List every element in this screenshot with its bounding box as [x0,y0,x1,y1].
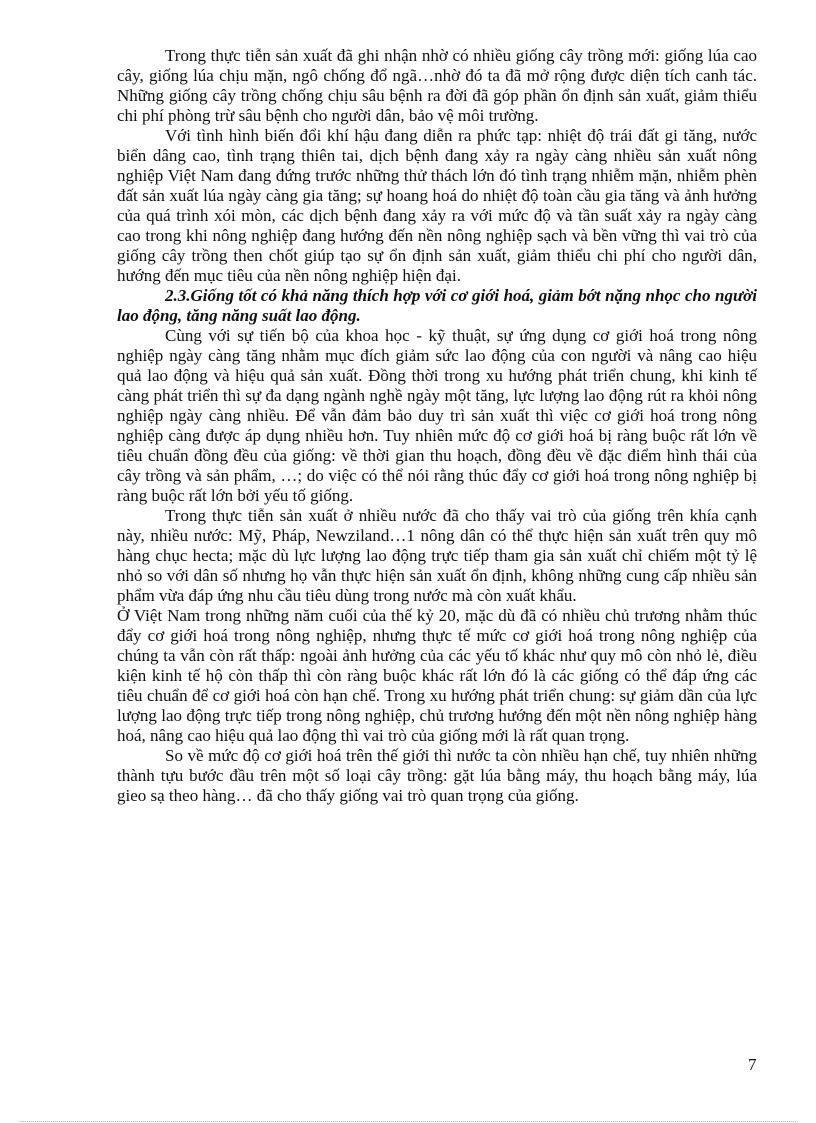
paragraph-new-varieties: Trong thực tiễn sản xuất đã ghi nhận nhờ có nhiều giống cây trồng mới: giống lúa cao cây, giống lúa chịu mặn, ngô chống đổ ngã…nhờ đó ta đã mở rộng được diện tích canh tác. Những giống cây trồng chống chịu sâu bệnh ra đời đã góp phần ổn định sản xuất, giảm thiểu chi phí phòng trừ sâu bệnh cho người dân, bảo vệ môi trường. [117,46,757,125]
paragraph-achievements: So về mức độ cơ giới hoá trên thế giới thì nước ta còn nhiều hạn chế, tuy nhiên những thành tựu bước đầu trên một số loại cây trồng: gặt lúa bằng máy, thu hoạch bằng máy, lúa gieo sạ theo hàng… đã cho thấy giống vai trò quan trọng của giống. [117,746,757,805]
paragraph-mechanization: Cùng với sự tiến bộ của khoa học - kỹ thuật, sự ứng dụng cơ giới hoá trong nông nghiệp ngày càng tăng nhằm mục đích giảm sức lao động của con người và nâng cao hiệu quả lao động và hiệu quả sản xuất. Đồng thời trong xu hướng phát triển chung, khi kinh tế càng phát triển thì sự đa dạng ngành nghề ngày một tăng, lực lượng lao động rút ra khỏi nông nghiệp ngày càng nhiều. Để vẫn đảm bảo duy trì sản xuất thì việc cơ giới hoá trong nông nghiệp càng được áp dụng nhiều hơn. Tuy nhiên mức độ cơ giới hoá bị ràng buộc rất lớn về tiêu chuẩn đồng đều của giống: về thời gian thu hoạch, đồng đều về đặc điểm hình thái của cây trồng và sản phẩm, …; do việc có thể nói rằng thúc đẩy cơ giới hoá trong nông nghiệp bị ràng buộc rất lớn bởi yếu tố giống. [117,326,757,505]
document-body [117,46,757,806]
paragraph-climate-change: Với tình hình biến đổi khí hậu đang diễn ra phức tạp: nhiệt độ trái đất gi tăng, nước biển dâng cao, tình trạng thiên tai, dịch bệnh đang xảy ra ngày càng nhiều sản xuất nông nghiệp Việt Nam đang đứng trước những thử thách lớn đó tình trạng nhiễm mặn, nhiễm phèn đất sản xuất lúa ngày càng gia tăng; sự hoang hoá do nhiệt độ toàn cầu gia tăng và ảnh hưởng của quá trình xói mòn, các dịch bệnh đang xảy ra với mức độ và tần suất xảy ra ngày càng cao trong khi nông nghiệp đang hướng đến nền nông nghiệp sạch và bền vững thì vai trò của giống cây trồng then chốt giúp tạo sự ổn định sản xuất, giảm thiểu chi phí cho người dân, hướng đến mục tiêu của nền nông nghiệp hiện đại. [117,126,757,285]
paragraph-foreign-practice: Trong thực tiễn sản xuất ở nhiều nước đã cho thấy vai trò của giống trên khía cạnh này, nhiều nước: Mỹ, Pháp, Newziland…1 nông dân có thể thực hiện sản xuất trên quy mô hàng chục hecta; mặc dù lực lượng lao động trực tiếp tham gia sản xuất chỉ chiếm một tỷ lệ nhỏ so với dân số nhưng họ vẫn thực hiện sản xuất ổn định, không những cung cấp nhiều sản phẩm vừa đáp ứng nhu cầu tiêu dùng trong nước mà còn xuất khẩu. [117,506,757,605]
footer-divider [20,1121,796,1122]
page-number: 7 [748,1055,757,1074]
paragraph-vietnam-mechanization: Ở Việt Nam trong những năm cuối của thế kỷ 20, mặc dù đã có nhiều chủ trương nhằm thúc đẩy cơ giới hoá trong nông nghiệp, nhưng thực tế mức cơ giới hoá trong nông nghiệp của chúng ta vẫn còn rất thấp: ngoài ảnh hưởng của các yếu tố khác như quy mô còn nhỏ lẻ, điều kiện kinh tế hộ còn thấp thì còn ràng buộc khác rất lớn đó là các giống có thể đáp ứng các tiêu chuẩn để cơ giới hoá còn hạn chế. Trong xu hướng phát triển chung: sự giảm dần của lực lượng lao động trực tiếp trong nông nghiệp, chủ trương hướng đến một nền nông nghiệp hàng hoá, nâng cao hiệu quả lao động thì vai trò của giống mới là rất quan trọng. [117,606,757,745]
section-heading-2-3: 2.3.Giống tốt có khả năng thích hợp với cơ giới hoá, giảm bớt nặng nhọc cho người lao động, tăng năng suất lao động. [117,286,757,325]
